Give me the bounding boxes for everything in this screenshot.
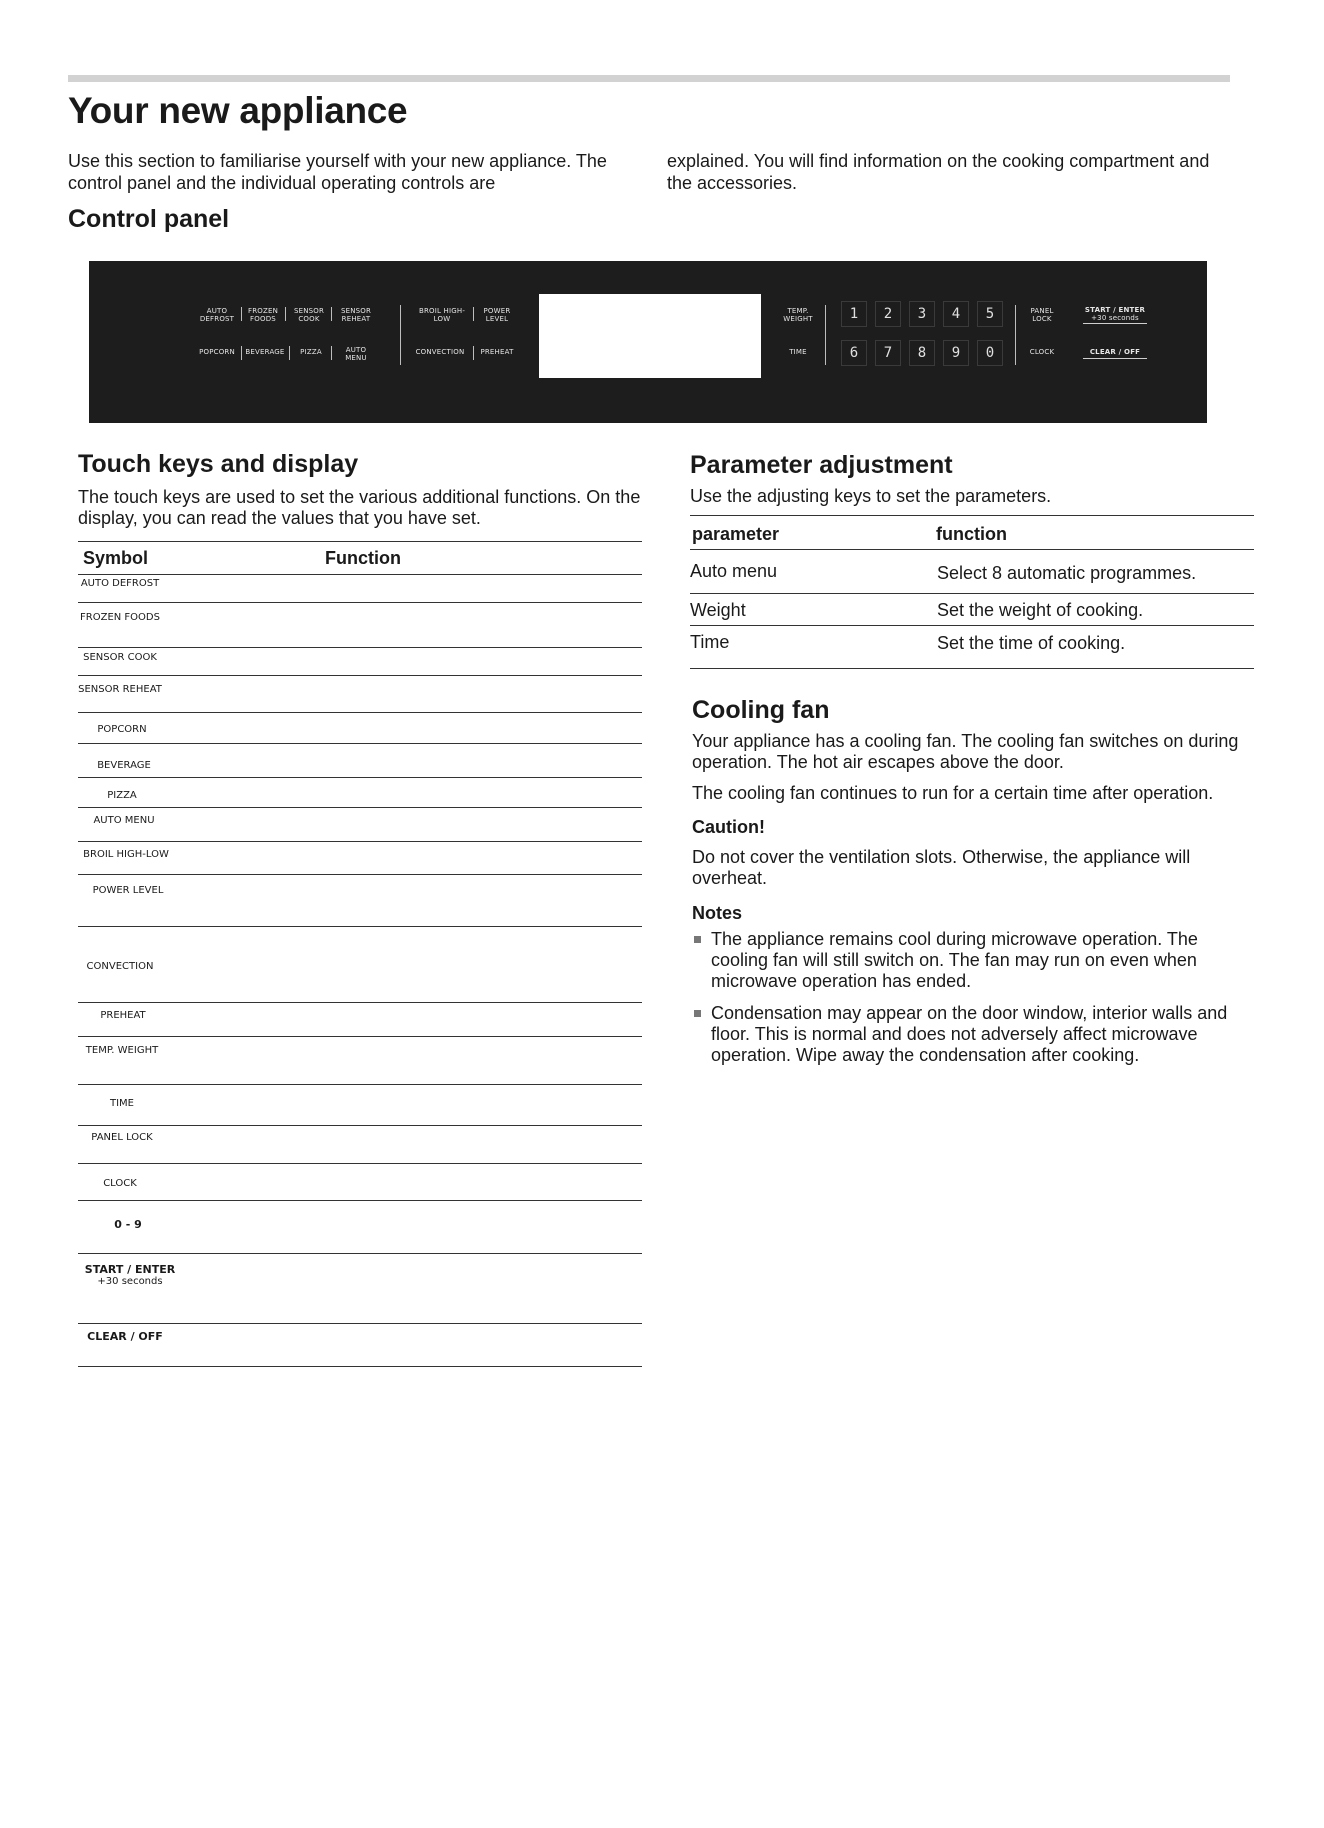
symbol-frozen-foods: FROZEN FOODS: [80, 612, 160, 623]
symbol-sensor-cook: SENSOR COOK: [83, 652, 157, 663]
caution-heading: Caution!: [692, 817, 765, 837]
parameter-column-header: parameter: [692, 524, 780, 544]
cooling-fan-paragraph: Your appliance has a cooling fan. The cooling fan switches on during operation. The hot air escapes above the door.: [692, 731, 1239, 772]
panel-key-convection: CONVECTION: [415, 348, 465, 356]
table-rule: [78, 712, 642, 713]
table-rule: [78, 1036, 642, 1037]
panel-digit: 4: [943, 301, 969, 327]
panel-key-clock: CLOCK: [1029, 348, 1055, 356]
symbol-start-enter: START / ENTER: [84, 1263, 176, 1276]
table-rule: [78, 1163, 642, 1164]
panel-divider: [400, 305, 401, 365]
panel-digit: 1: [841, 301, 867, 327]
table-rule: [78, 807, 642, 808]
panel-key-broil: BROIL HIGH-LOW: [418, 307, 466, 323]
symbol-auto-defrost: AUTO DEFROST: [80, 578, 160, 589]
panel-digit: 2: [875, 301, 901, 327]
panel-divider: [331, 346, 332, 360]
table-rule: [78, 743, 642, 744]
panel-divider: [241, 346, 242, 360]
panel-divider: [285, 307, 286, 321]
note-item: Condensation may appear on the door window, interior walls and floor. This is normal and does not adversely affect microwave operation. Wipe away the condensation after cooking.: [711, 1003, 1228, 1065]
table-rule: [78, 602, 642, 603]
note-item: The appliance remains cool during microwave operation. The cooling fan will still switch on. The fan may run on even when microwave operation has ended.: [711, 929, 1198, 991]
parameter-name: Auto menu: [690, 561, 778, 581]
panel-key-frozen-foods: FROZEN FOODS: [247, 307, 279, 323]
table-rule: [690, 593, 1254, 594]
bullet-icon: [694, 936, 701, 943]
table-rule: [78, 675, 642, 676]
panel-key-sensor-cook: SENSOR COOK: [293, 307, 325, 323]
table-rule: [78, 1125, 642, 1126]
notes-heading: Notes: [692, 903, 743, 923]
symbol-convection: CONVECTION: [86, 961, 154, 972]
table-rule: [78, 1366, 642, 1367]
control-panel-heading: Control panel: [68, 205, 230, 233]
table-rule: [78, 1084, 642, 1085]
symbol-preheat: PREHEAT: [100, 1010, 146, 1021]
symbol-clear-off: CLEAR / OFF: [87, 1330, 163, 1343]
panel-underline: [1083, 323, 1147, 324]
symbol-power-level: POWER LEVEL: [92, 885, 164, 896]
table-rule: [690, 549, 1254, 550]
table-rule: [78, 1253, 642, 1254]
symbol-digits: 0 - 9: [114, 1218, 142, 1231]
table-rule: [78, 1200, 642, 1201]
parameter-name: Time: [690, 632, 730, 652]
panel-key-time: TIME: [789, 348, 807, 356]
table-rule: [78, 541, 642, 542]
intro-left: Use this section to familiarise yourself with your new appliance. The control panel and the individual operating controls are: [68, 151, 607, 193]
panel-key-auto-defrost: AUTO DEFROST: [199, 307, 235, 323]
page-title: Your new appliance: [68, 90, 408, 131]
panel-display: [539, 294, 761, 378]
control-panel-image: [89, 261, 1207, 423]
parameter-description: Use the adjusting keys to set the parameters.: [690, 486, 1052, 506]
cooling-fan-paragraph: The cooling fan continues to run for a certain time after operation.: [692, 783, 1214, 803]
panel-key-temp-weight: TEMP. WEIGHT: [783, 307, 813, 323]
symbol-column-header: Symbol: [83, 548, 149, 568]
function-column-header: Function: [325, 548, 401, 568]
panel-key-pizza: PIZZA: [300, 348, 322, 356]
panel-key-preheat: PREHEAT: [480, 348, 514, 356]
panel-digit: 3: [909, 301, 935, 327]
panel-digit: 8: [909, 340, 935, 366]
panel-key-start-sub: +30 seconds: [1091, 314, 1139, 322]
parameter-function: Select 8 automatic programmes.: [937, 563, 1197, 583]
panel-digit: 7: [875, 340, 901, 366]
symbol-pizza: PIZZA: [107, 790, 137, 801]
table-rule: [690, 668, 1254, 669]
panel-key-sensor-reheat: SENSOR REHEAT: [340, 307, 372, 323]
parameter-heading: Parameter adjustment: [690, 451, 953, 479]
symbol-clock: CLOCK: [103, 1178, 137, 1189]
panel-underline: [1083, 358, 1147, 359]
parameter-function: Set the time of cooking.: [937, 633, 1126, 653]
panel-key-panel-lock: PANEL LOCK: [1030, 307, 1054, 323]
symbol-start-sub: +30 seconds: [97, 1276, 163, 1287]
table-rule: [78, 926, 642, 927]
table-rule: [78, 1002, 642, 1003]
panel-digit: 0: [977, 340, 1003, 366]
panel-divider: [331, 307, 332, 321]
symbol-panel-lock: PANEL LOCK: [91, 1132, 153, 1143]
panel-digit: 6: [841, 340, 867, 366]
panel-divider: [1015, 305, 1016, 365]
table-rule: [78, 777, 642, 778]
cooling-fan-heading: Cooling fan: [692, 696, 830, 724]
panel-key-popcorn: POPCORN: [199, 348, 235, 356]
bullet-icon: [694, 1010, 701, 1017]
touch-keys-heading: Touch keys and display: [78, 450, 359, 478]
symbol-sensor-reheat: SENSOR REHEAT: [78, 684, 162, 695]
parameter-function: Set the weight of cooking.: [937, 600, 1144, 620]
symbol-time: TIME: [109, 1098, 134, 1109]
panel-key-beverage: BEVERAGE: [245, 348, 285, 356]
symbol-temp-weight: TEMP. WEIGHT: [85, 1045, 159, 1056]
table-rule: [690, 625, 1254, 626]
parameter-function-column-header: function: [936, 524, 1007, 544]
touch-keys-description: The touch keys are used to set the various additional functions. On the display, you can read the values that you have set.: [78, 487, 641, 528]
panel-key-start: START / ENTER: [1084, 306, 1146, 314]
table-rule: [78, 874, 642, 875]
panel-digit: 5: [977, 301, 1003, 327]
caution-text: Do not cover the ventilation slots. Otherwise, the appliance will overheat.: [692, 847, 1191, 888]
panel-digit: 9: [943, 340, 969, 366]
panel-key-power-level: POWER LEVEL: [483, 307, 511, 323]
panel-divider: [473, 346, 474, 360]
table-rule: [78, 647, 642, 648]
intro-right: explained. You will find information on the cooking compartment and the accessories.: [667, 151, 1210, 193]
panel-key-auto-menu: AUTO MENU: [345, 346, 367, 362]
symbol-popcorn: POPCORN: [97, 724, 147, 735]
header-rule: [68, 75, 1230, 82]
symbol-auto-menu: AUTO MENU: [93, 815, 155, 826]
symbol-beverage: BEVERAGE: [97, 760, 151, 771]
table-rule: [690, 515, 1254, 516]
panel-key-clear: CLEAR / OFF: [1089, 348, 1141, 356]
panel-divider: [473, 307, 474, 321]
table-rule: [78, 1323, 642, 1324]
parameter-name: Weight: [690, 600, 746, 620]
symbol-broil: BROIL HIGH-LOW: [83, 849, 169, 860]
panel-divider: [289, 346, 290, 360]
table-rule: [78, 574, 642, 575]
panel-divider: [825, 305, 826, 365]
panel-divider: [241, 307, 242, 321]
table-rule: [78, 841, 642, 842]
